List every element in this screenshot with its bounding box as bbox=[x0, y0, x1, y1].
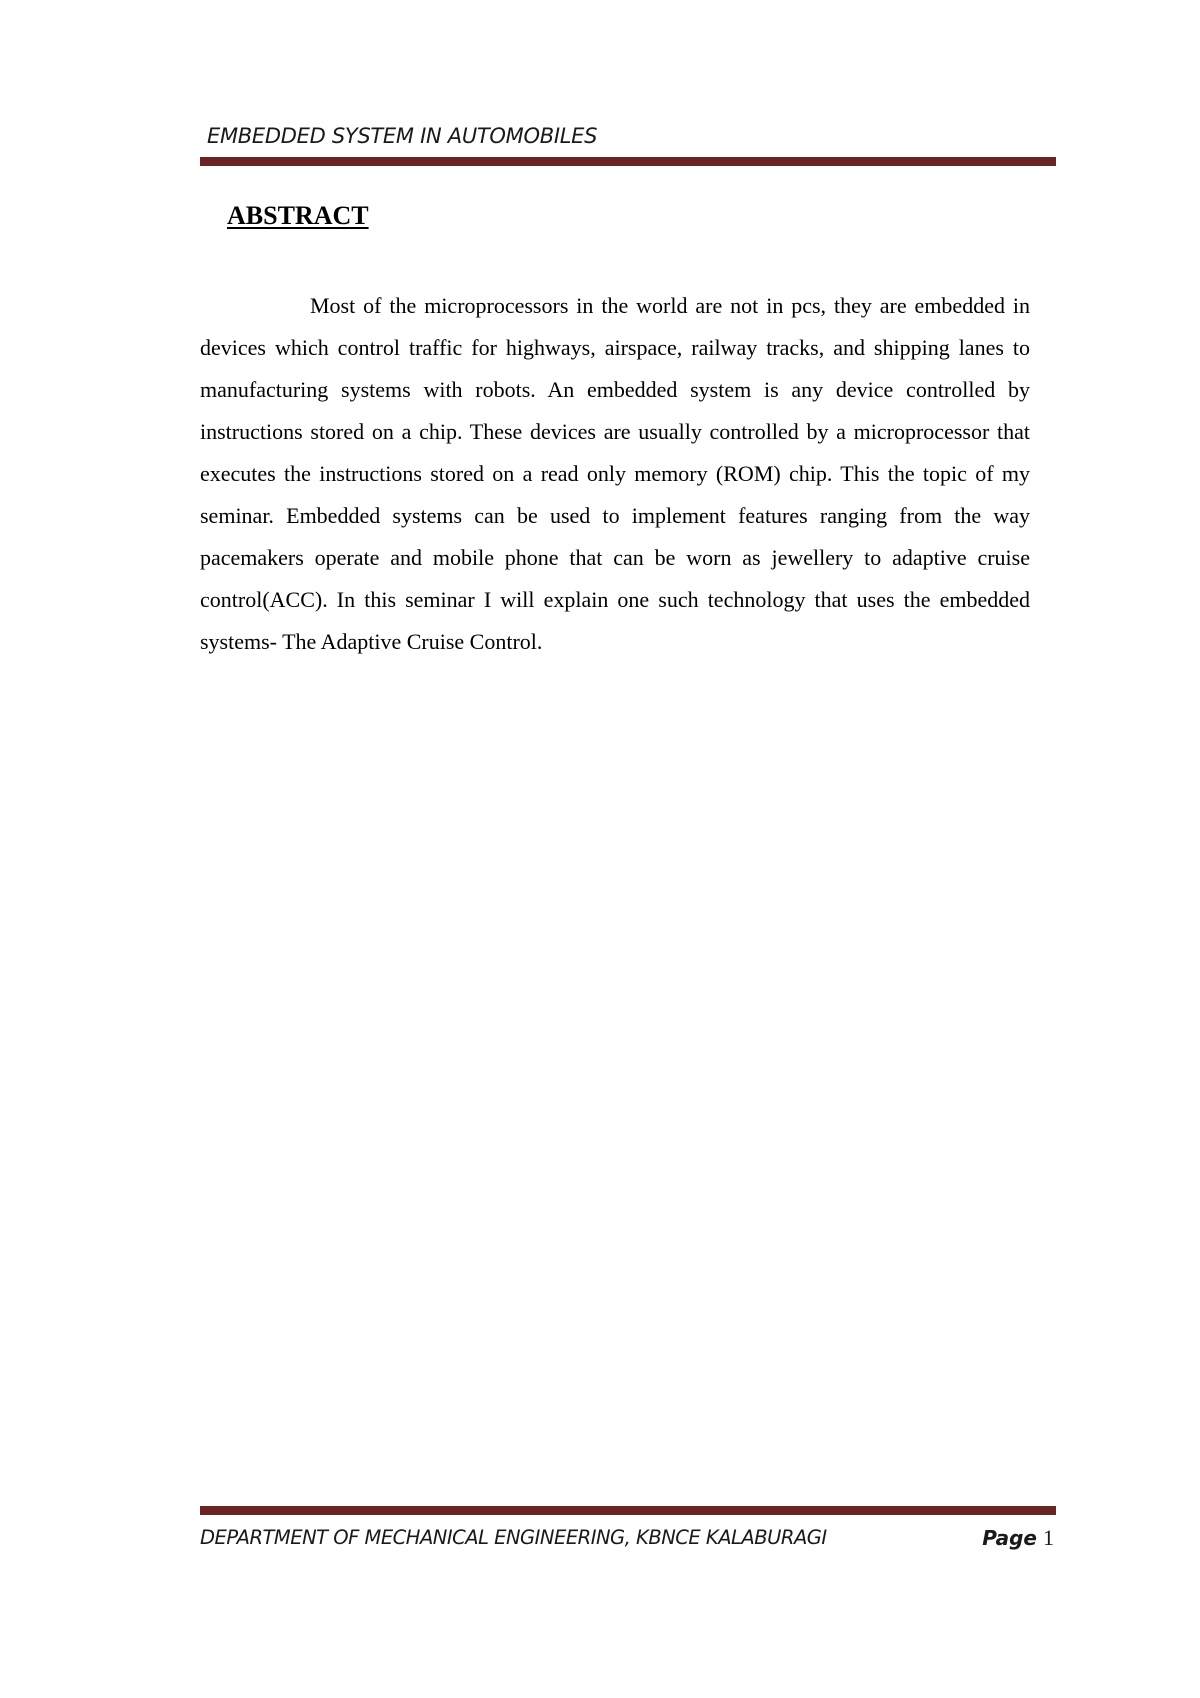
footer-divider bbox=[200, 1506, 1056, 1515]
page-number-block bbox=[982, 1525, 1054, 1551]
header-divider bbox=[200, 157, 1056, 166]
running-header-title: EMBEDDED SYSTEM IN AUTOMOBILES bbox=[207, 124, 598, 148]
page-number: 1 bbox=[1043, 1525, 1054, 1550]
footer-department: DEPARTMENT OF MECHANICAL ENGINEERING, KBNCE KALABURAGI bbox=[200, 1526, 827, 1549]
page-label: Page bbox=[982, 1526, 1037, 1550]
section-heading: ABSTRACT bbox=[227, 201, 369, 230]
abstract-paragraph: Most of the microprocessors in the world are not in pcs, they are embedded in devices which control traffic for highways, airspace, railway tracks, and shipping lanes to manufacturing systems with robots. An embedded system is any device controlled by instructions stored on a chip. These devices are usually controlled by a microprocessor that executes the instructions stored on a read only memory (ROM) chip. This the topic of my seminar. Embedded systems can be used to implement features ranging from the way pacemakers operate and mobile phone that can be worn as jewellery to adaptive cruise control(ACC). In this seminar I will explain one such technology that uses the embedded systems- The Adaptive Cruise Control. bbox=[200, 293, 1030, 654]
